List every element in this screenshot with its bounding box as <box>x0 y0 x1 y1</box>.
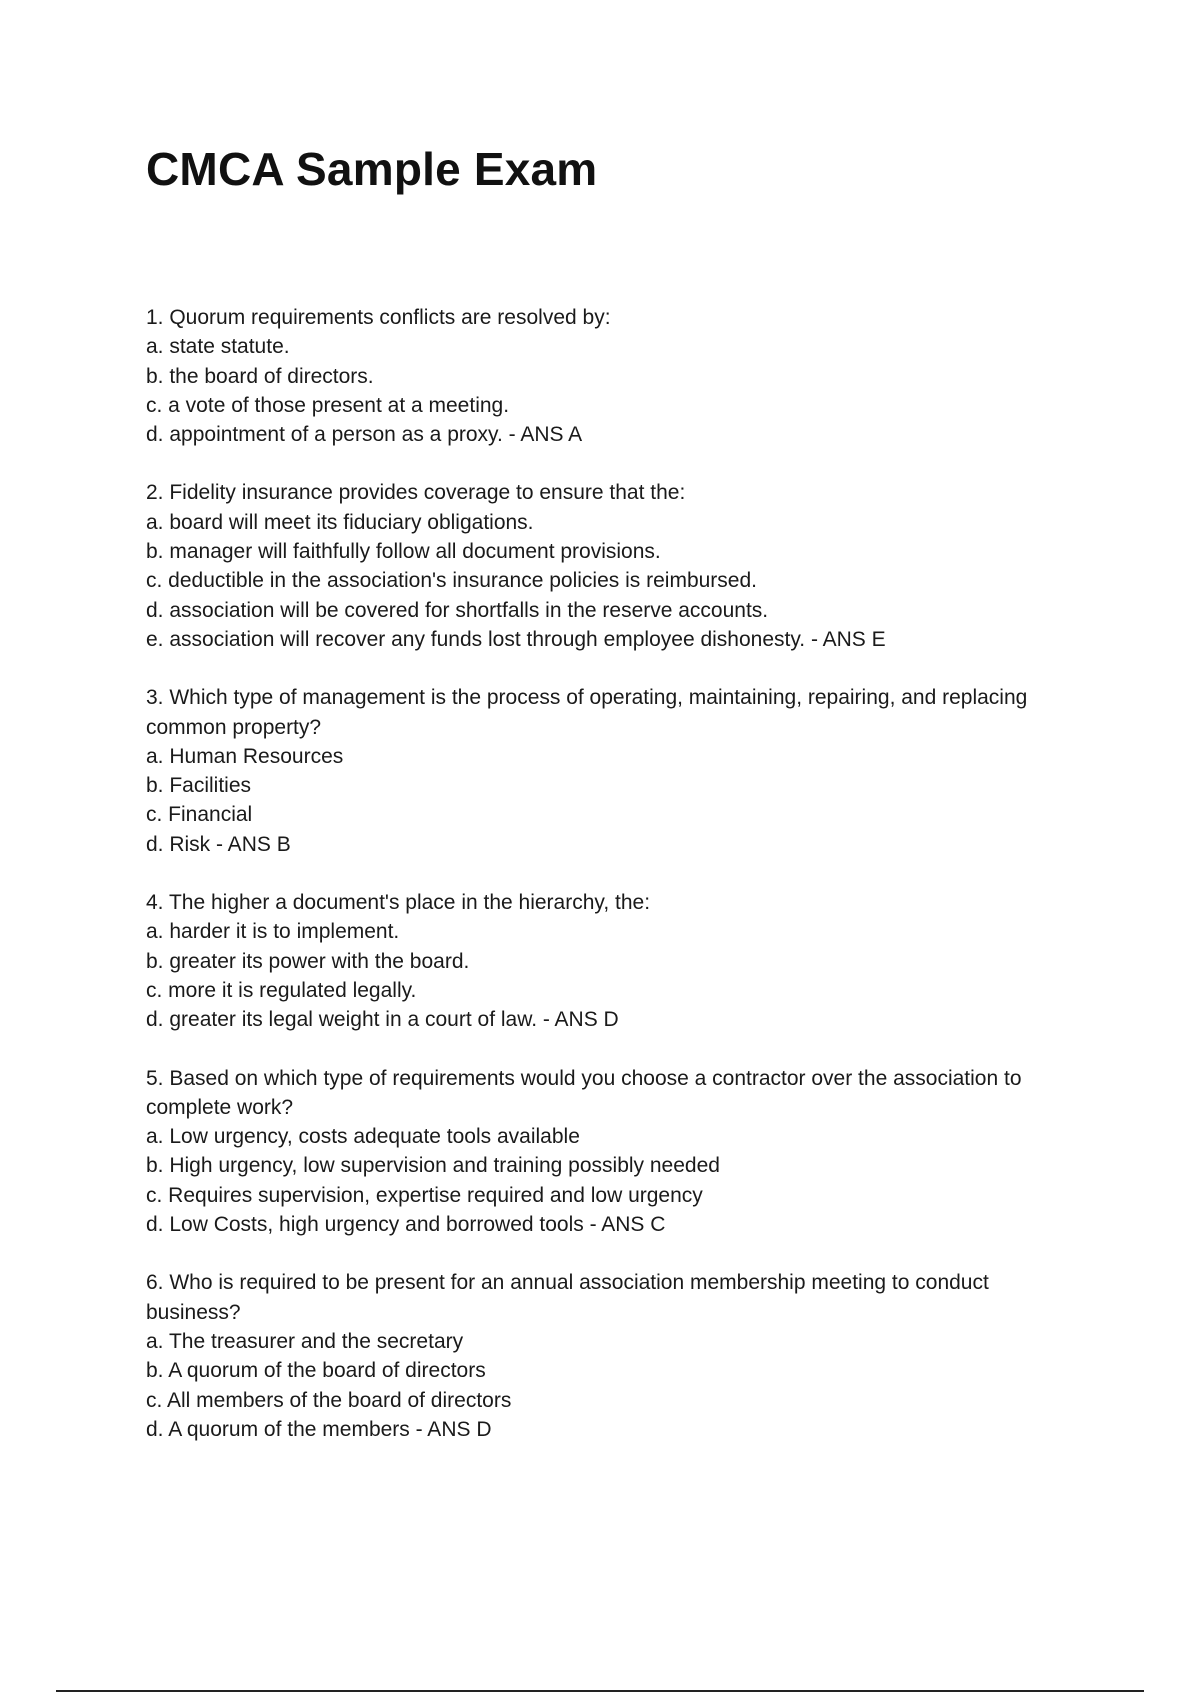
answer-option: a. board will meet its fiduciary obligations. <box>146 510 534 534</box>
answer-option: b. greater its power with the board. <box>146 949 470 973</box>
question-5 <box>146 1064 1086 1240</box>
answer-option: c. more it is regulated legally. <box>146 978 417 1002</box>
question-text: 5. Based on which type of requirements would you choose a contractor over the association to complete work? <box>146 1066 1022 1119</box>
answer-option: d. Risk - ANS B <box>146 832 291 856</box>
answer-option: d. A quorum of the members - ANS D <box>146 1417 492 1441</box>
question-3 <box>146 683 1086 859</box>
answer-option: b. manager will faithfully follow all document provisions. <box>146 540 661 564</box>
question-4 <box>146 888 1086 1034</box>
question-text: 6. Who is required to be present for an annual association membership meeting to conduct business? <box>146 1271 989 1324</box>
answer-option: a. harder it is to implement. <box>146 920 400 944</box>
question-6 <box>146 1268 1086 1444</box>
question-text: 4. The higher a document's place in the hierarchy, the: <box>146 891 651 915</box>
answer-option: c. a vote of those present at a meeting. <box>146 393 510 417</box>
answer-option: a. state statute. <box>146 335 290 359</box>
question-text: 1. Quorum requirements conflicts are resolved by: <box>146 306 611 329</box>
answer-option: a. Low urgency, costs adequate tools available <box>146 1125 580 1149</box>
answer-option: b. the board of directors. <box>146 364 374 388</box>
answer-option: c. Requires supervision, expertise required and low urgency <box>146 1183 703 1207</box>
question-text: 2. Fidelity insurance provides coverage to ensure that the: <box>146 481 686 505</box>
answer-option: d. association will be covered for shortfalls in the reserve accounts. <box>146 598 769 622</box>
answer-option: c. Financial <box>146 803 253 827</box>
page-title: CMCA Sample Exam <box>146 143 598 195</box>
answer-option: b. High urgency, low supervision and training possibly needed <box>146 1154 720 1178</box>
answer-option: b. A quorum of the board of directors <box>146 1359 486 1383</box>
answer-option: d. Low Costs, high urgency and borrowed tools - ANS C <box>146 1213 666 1237</box>
question-list <box>146 303 1086 1473</box>
question-text: 3. Which type of management is the process of operating, maintaining, repairing, and replacing common property? <box>146 686 1028 739</box>
answer-option: a. Human Resources <box>146 744 344 768</box>
answer-option: c. All members of the board of directors <box>146 1388 512 1412</box>
question-1 <box>146 303 1086 449</box>
answer-option: d. greater its legal weight in a court of law. - ANS D <box>146 1008 619 1032</box>
answer-option: e. association will recover any funds lost through employee dishonesty. - ANS E <box>146 627 886 651</box>
answer-option: a. The treasurer and the secretary <box>146 1329 464 1353</box>
answer-option: b. Facilities <box>146 774 252 798</box>
footer-divider <box>56 1690 1144 1692</box>
answer-option: d. appointment of a person as a proxy. - ANS A <box>146 423 583 447</box>
answer-option: c. deductible in the association's insurance policies is reimbursed. <box>146 569 757 593</box>
question-2 <box>146 478 1086 654</box>
